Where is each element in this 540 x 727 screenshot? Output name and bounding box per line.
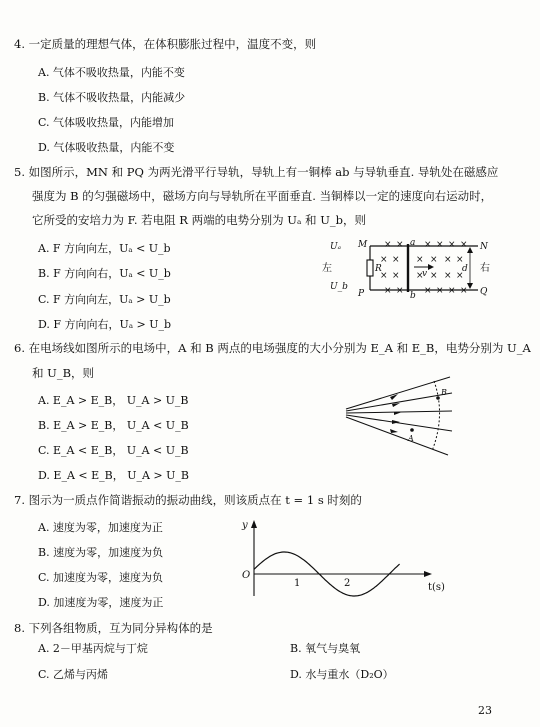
q8-option-c: C. 乙烯与丙烯 [38, 668, 109, 681]
svg-text:×: × [384, 286, 392, 296]
q6-option-c: C. E_A < E_B， U_A < U_B [38, 444, 189, 457]
q5-stem-line1: 5. 如图所示，MN 和 PQ 为两光滑平行导轨，导轨上有一铜棒 ab 与导轨垂直. 导轨处在磁感应 [14, 165, 499, 179]
q5-option-b: B. F 方向向右，Uₐ < U_b [38, 267, 171, 280]
svg-text:B: B [441, 388, 447, 397]
q5-option-a: A. F 方向向左，Uₐ < U_b [38, 242, 171, 255]
q7-option-a: A. 速度为零，加速度为正 [38, 521, 163, 534]
q5-stem-line2: 强度为 B 的匀强磁场中，磁场方向与导轨所在平面垂直. 当铜棒以一定的速度向右运动时， [32, 189, 493, 203]
svg-text:×: × [460, 286, 468, 296]
svg-text:×: × [460, 240, 468, 250]
magnetic-field-marks [380, 240, 468, 296]
q7-oscillation-graph [240, 518, 450, 603]
q5-rail-figure [322, 238, 490, 302]
svg-text:y: y [242, 520, 248, 531]
svg-text:×: × [448, 286, 456, 296]
resistor [367, 260, 373, 276]
svg-text:×: × [416, 255, 424, 265]
svg-text:右: 右 [480, 263, 490, 274]
svg-text:Uₐ: Uₐ [330, 242, 341, 252]
svg-text:×: × [456, 271, 464, 281]
svg-text:R: R [375, 264, 382, 274]
q7-option-d: D. 加速度为零，速度为正 [38, 596, 164, 609]
svg-text:t(s): t(s) [428, 582, 445, 593]
svg-text:1: 1 [294, 578, 301, 589]
q8-option-a: A. 2－甲基丙烷与丁烷 [38, 642, 148, 655]
svg-text:×: × [436, 240, 444, 250]
svg-text:×: × [430, 255, 438, 265]
svg-text:×: × [396, 240, 404, 250]
svg-text:×: × [456, 255, 464, 265]
q4-option-a: A. 气体不吸收热量，内能不变 [38, 66, 185, 79]
q6-stem-line1: 6. 在电场线如图所示的电场中，A 和 B 两点的电场强度的大小分别为 E_A 和 E_B，电势分别为 U_A [14, 341, 531, 355]
svg-text:b: b [410, 291, 416, 301]
q5-stem-line3: 它所受的安培力为 F. 若电阻 R 两端的电势分别为 Uₐ 和 U_b，则 [32, 213, 367, 227]
q5-option-c: C. F 方向向左，Uₐ > U_b [38, 293, 171, 306]
svg-text:×: × [392, 271, 400, 281]
svg-text:×: × [416, 271, 424, 281]
svg-text:×: × [424, 286, 432, 296]
q4-option-c: C. 气体吸收热量，内能增加 [38, 116, 175, 129]
svg-text:×: × [444, 255, 452, 265]
q6-option-b: B. E_A > E_B， U_A < U_B [38, 419, 189, 432]
q7-stem: 7. 图示为一质点作简谐振动的振动曲线，则该质点在 t = 1 s 时刻的 [14, 493, 362, 507]
q7-option-c: C. 加速度为零，速度为负 [38, 571, 164, 584]
svg-text:N: N [480, 242, 488, 252]
svg-text:×: × [380, 255, 388, 265]
svg-text:×: × [384, 240, 392, 250]
svg-text:×: × [424, 240, 432, 250]
page-number: 23 [478, 704, 492, 717]
svg-text:×: × [448, 240, 456, 250]
svg-text:M: M [358, 240, 368, 250]
svg-text:×: × [444, 271, 452, 281]
point-b-dot [436, 396, 440, 400]
q8-option-d: D. 水与重水（D₂O） [290, 668, 394, 681]
q6-option-d: D. E_A < E_B， U_A > U_B [38, 469, 189, 482]
svg-text:O: O [242, 570, 251, 581]
svg-text:Q: Q [480, 287, 488, 297]
svg-text:×: × [396, 286, 404, 296]
point-a-dot [410, 428, 414, 432]
svg-text:×: × [436, 286, 444, 296]
q5-option-d: D. F 方向向右，Uₐ > U_b [38, 318, 172, 331]
q6-stem-line2: 和 U_B，则 [32, 366, 95, 380]
svg-text:左: 左 [322, 263, 332, 274]
q7-option-b: B. 速度为零，加速度为负 [38, 546, 164, 559]
q6-field-figure [342, 375, 462, 465]
svg-text:2: 2 [344, 578, 351, 589]
svg-text:P: P [358, 289, 365, 299]
q8-option-b: B. 氧气与臭氧 [290, 642, 361, 655]
q6-option-a: A. E_A > E_B， U_A > U_B [38, 394, 189, 407]
svg-text:×: × [380, 271, 388, 281]
svg-text:×: × [392, 255, 400, 265]
q4-option-d: D. 气体吸收热量，内能不变 [38, 141, 175, 154]
svg-text:d: d [462, 264, 468, 274]
q4-option-b: B. 气体不吸收热量，内能减少 [38, 91, 186, 104]
q4-stem: 4. 一定质量的理想气体，在体积膨胀过程中，温度不变，则 [14, 37, 317, 51]
svg-text:A: A [408, 434, 414, 443]
svg-text:×: × [430, 271, 438, 281]
q8-stem: 8. 下列各组物质，互为同分异构体的是 [14, 621, 213, 635]
svg-text:v: v [422, 269, 428, 279]
svg-text:U_b: U_b [330, 282, 348, 292]
svg-text:a: a [410, 238, 416, 248]
